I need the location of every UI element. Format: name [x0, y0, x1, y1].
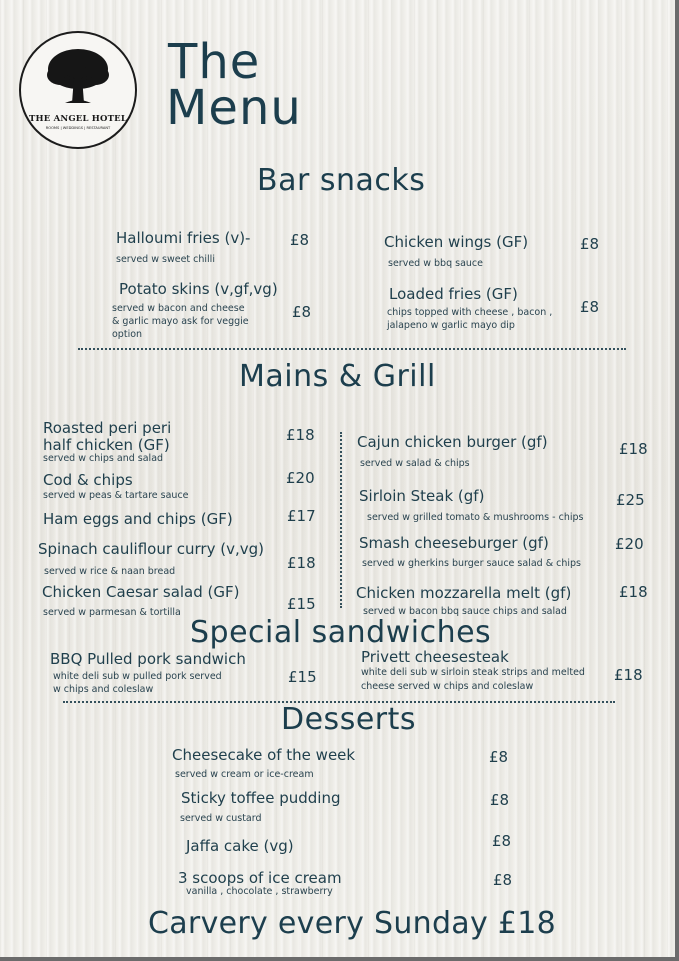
menu-item-desc: vanilla , chocolate , strawberry [186, 886, 333, 897]
menu-item-name: 3 scoops of ice cream [178, 869, 342, 887]
mains-heading: Mains & Grill [239, 359, 436, 394]
column-divider [340, 432, 342, 608]
menu-item-desc: cheese served w chips and coleslaw [361, 681, 534, 692]
menu-item-desc: served w bbq sauce [388, 258, 483, 269]
menu-item-desc: & garlic mayo ask for veggie [112, 316, 249, 327]
menu-item-name: Ham eggs and chips (GF) [43, 510, 233, 528]
menu-item-price: £8 [580, 298, 600, 316]
menu-item-name: Smash cheeseburger (gf) [359, 534, 549, 552]
menu-item-name: Cod & chips [43, 471, 133, 489]
menu-item-desc: served w cream or ice-cream [175, 769, 314, 780]
menu-item-desc: served w sweet chilli [116, 254, 215, 265]
divider [78, 348, 626, 350]
menu-item-desc: served w salad & chips [360, 458, 470, 469]
menu-item-desc: option [112, 329, 143, 340]
menu-item-desc: served w custard [180, 813, 262, 824]
menu-item-price: £8 [489, 748, 509, 766]
hotel-tagline: ROOMS | WEDDINGS | RESTAURANT [45, 126, 111, 130]
menu-item-desc: jalapeno w garlic mayo dip [387, 320, 515, 331]
menu-item-name: Sticky toffee pudding [181, 789, 341, 807]
menu-item-desc: served w bacon bbq sauce chips and salad [363, 606, 567, 617]
menu-item-name: Halloumi fries (v)- [116, 229, 251, 247]
menu-item-desc: served w gherkins burger sauce salad & chips [362, 558, 581, 569]
menu-item-desc: served w parmesan & tortilla [43, 607, 181, 618]
hotel-logo [19, 31, 137, 149]
menu-title-line1: The [168, 34, 261, 90]
menu-item-desc: w chips and coleslaw [53, 684, 154, 695]
menu-item-price: £17 [287, 507, 316, 525]
carvery-footer: Carvery every Sunday £18 [148, 906, 557, 941]
menu-item-name: Spinach cauliflour curry (v,vg) [38, 540, 264, 558]
menu-item-desc: white deli sub w pulled pork served [53, 671, 222, 682]
menu-item-name: Cajun chicken burger (gf) [357, 433, 548, 451]
menu-item-name: half chicken (GF) [43, 436, 170, 454]
menu-item-desc: served w rice & naan bread [44, 566, 176, 577]
menu-item-price: £8 [492, 832, 512, 850]
menu-item-name: Cheesecake of the week [172, 746, 356, 764]
menu-item-desc: served w grilled tomato & mushrooms - chips [367, 512, 584, 523]
menu-item-price: £15 [288, 668, 317, 686]
menu-item-price: £18 [619, 440, 648, 458]
menu-item-name: Potato skins (v,gf,vg) [119, 280, 278, 298]
menu-item-name: Loaded fries (GF) [389, 285, 518, 303]
menu-item-name: Privett cheesesteak [361, 648, 509, 666]
menu-item-desc: served w peas & tartare sauce [43, 490, 189, 501]
tree-icon [43, 45, 113, 115]
menu-item-desc: chips topped with cheese , bacon , [387, 307, 553, 318]
menu-item-desc: white deli sub w sirloin steak strips and melted [361, 667, 585, 678]
bar-snacks-heading: Bar snacks [257, 163, 426, 198]
menu-item-price: £18 [286, 426, 315, 444]
menu-item-name: BBQ Pulled pork sandwich [50, 650, 246, 668]
hotel-name: THE ANGEL HOTEL [28, 114, 128, 124]
menu-item-name: Sirloin Steak (gf) [359, 487, 485, 505]
menu-item-price: £15 [287, 595, 316, 613]
menu-item-name: Roasted peri peri [43, 419, 172, 437]
menu-item-desc: served w bacon and cheese [112, 303, 245, 314]
menu-item-desc: served w chips and salad [43, 453, 164, 464]
menu-item-price: £25 [616, 491, 645, 509]
menu-item-name: Chicken wings (GF) [384, 233, 529, 251]
menu-item-price: £18 [287, 554, 316, 572]
menu-item-price: £20 [615, 535, 644, 553]
menu-item-price: £8 [580, 235, 600, 253]
menu-item-price: £8 [490, 791, 510, 809]
menu-item-price: £20 [286, 469, 315, 487]
desserts-heading: Desserts [281, 702, 417, 737]
menu-item-name: Jaffa cake (vg) [186, 837, 294, 855]
menu-item-name: Chicken Caesar salad (GF) [42, 583, 240, 601]
menu-item-price: £8 [493, 871, 513, 889]
sandwiches-heading: Special sandwiches [190, 615, 492, 650]
menu-item-price: £18 [619, 583, 648, 601]
menu-item-price: £18 [614, 666, 643, 684]
menu-title-line2: Menu [166, 80, 302, 136]
menu-item-price: £8 [292, 303, 312, 321]
menu-item-price: £8 [290, 231, 310, 249]
menu-item-name: Chicken mozzarella melt (gf) [356, 584, 572, 602]
